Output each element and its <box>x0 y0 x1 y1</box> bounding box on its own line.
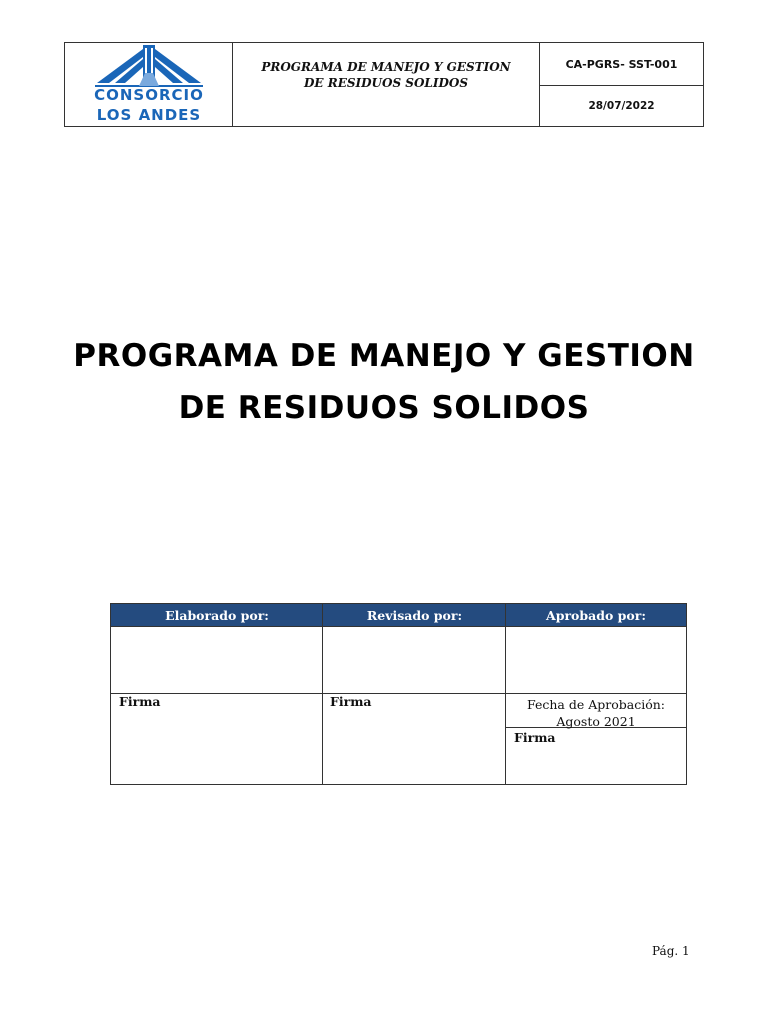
page-title <box>40 330 728 434</box>
document-date: 28/07/2022 <box>588 100 655 112</box>
bridge-logo-icon <box>95 45 203 87</box>
header-revisado: Revisado por: <box>323 604 506 626</box>
row-divider <box>111 626 686 627</box>
logo-text-line1: CONSORCIO <box>94 86 204 104</box>
column-divider <box>322 604 323 784</box>
fecha-aprobacion-value: Agosto 2021 <box>556 714 636 729</box>
logo-cell <box>65 43 233 126</box>
firma-aprobado: Firma <box>514 730 556 745</box>
header-title: PROGRAMA DE MANEJO Y GESTION DE RESIDUOS SOLIDOS <box>261 60 511 90</box>
logo-text-line2: LOS ANDES <box>96 106 202 124</box>
header-elaborado: Elaborado por: <box>111 604 323 626</box>
column-divider <box>505 604 506 784</box>
row-divider <box>111 693 686 694</box>
fecha-aprobacion-label: Fecha de Aprobación: <box>526 697 665 712</box>
page-title-line2: DE RESIDUOS SOLIDOS <box>178 390 590 426</box>
approval-table <box>110 603 687 785</box>
firma-revisado: Firma <box>330 694 372 709</box>
firma-elaborado: Firma <box>119 694 161 709</box>
page-number: Pág. 1 <box>652 944 690 958</box>
header-aprobado: Aprobado por: <box>506 604 686 626</box>
fecha-aprobacion <box>506 696 686 730</box>
document-code: CA-PGRS- SST-001 <box>540 43 703 86</box>
document-header-table <box>64 42 704 127</box>
page-title-line1: PROGRAMA DE MANEJO Y GESTION <box>73 338 695 374</box>
header-title-cell <box>233 43 540 126</box>
